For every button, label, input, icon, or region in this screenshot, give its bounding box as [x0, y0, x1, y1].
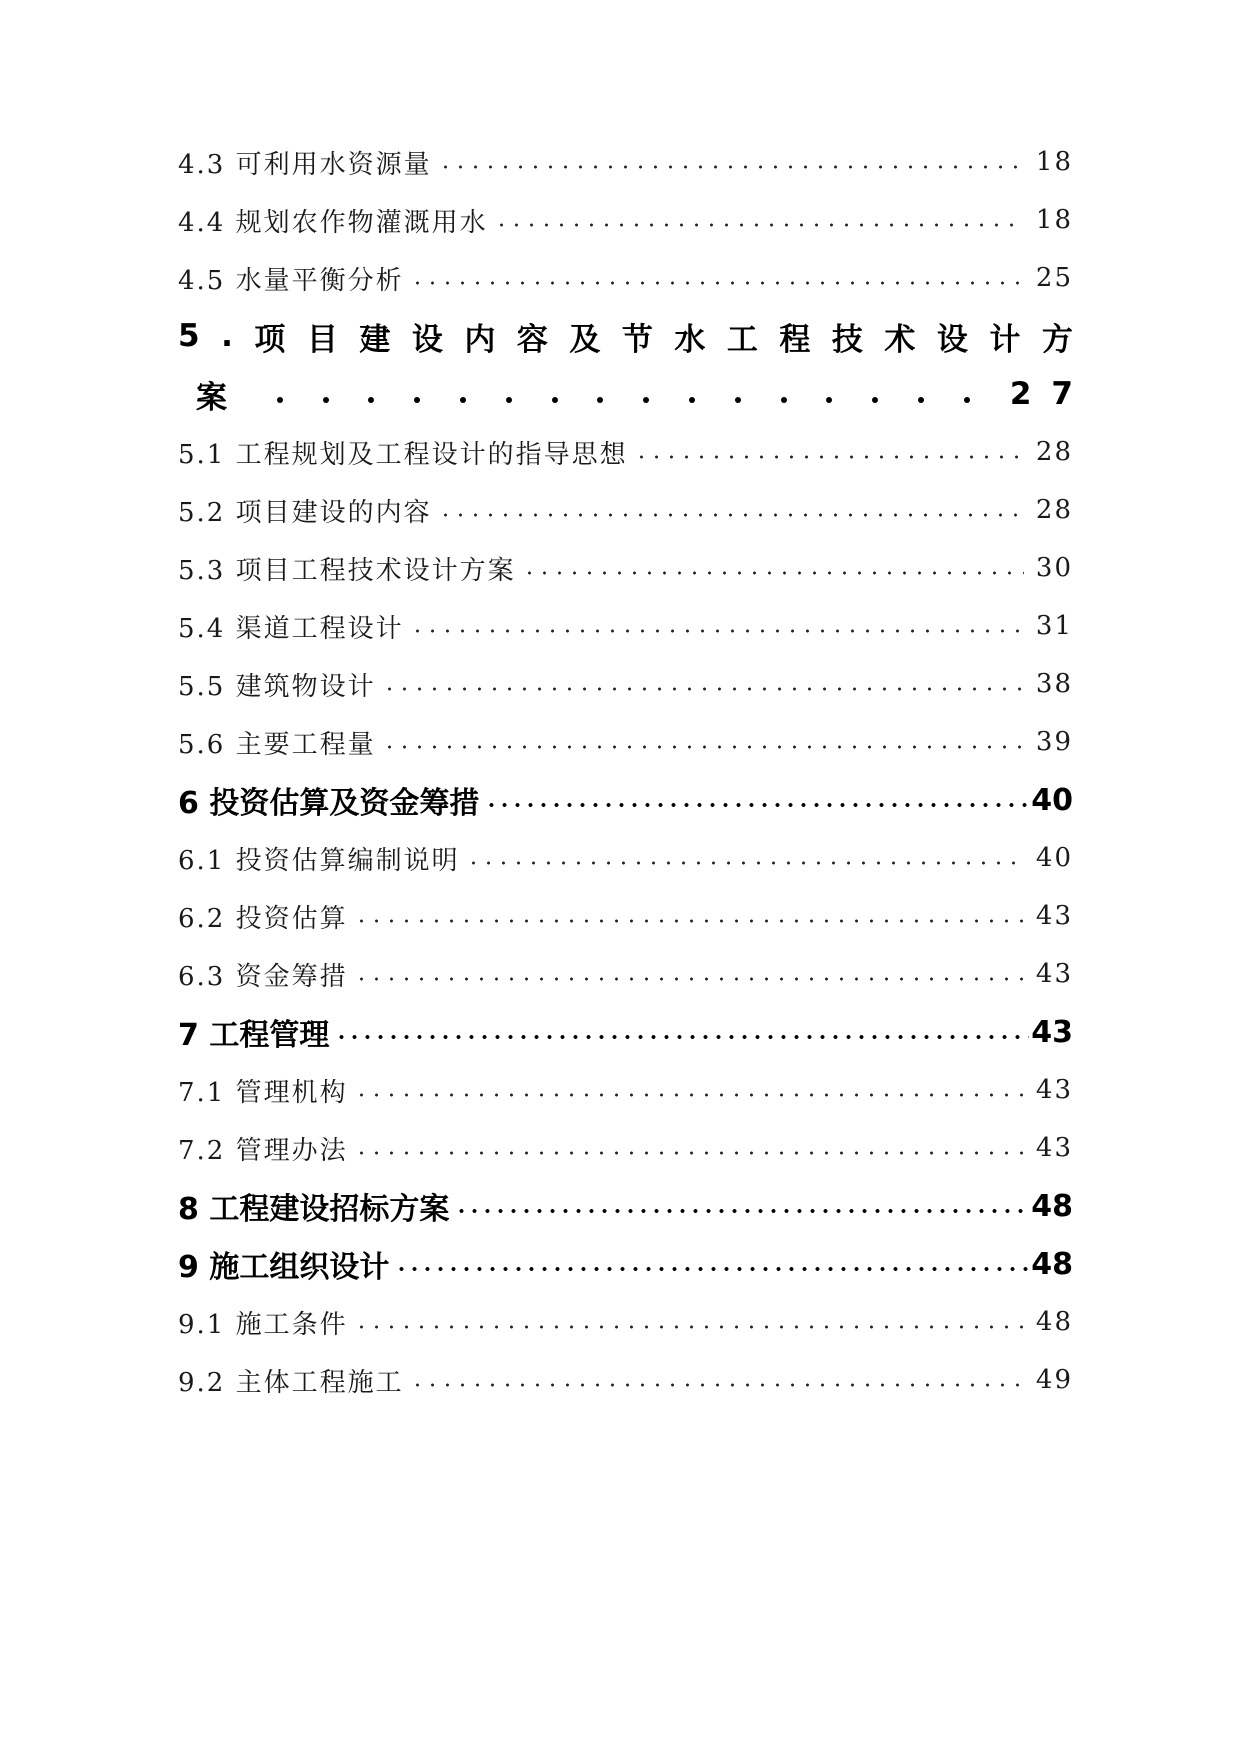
toc-entry-page: 28: [1035, 437, 1073, 467]
leader-dot: [826, 397, 832, 403]
toc-entry-page: 43: [1035, 901, 1073, 931]
toc-entry-page: 48: [1031, 1246, 1073, 1282]
chapter-5-char: 项: [254, 321, 286, 358]
toc-entry-page: 48: [1031, 1188, 1073, 1224]
toc-entry-7-1[interactable]: [178, 1070, 1073, 1110]
leader-dot: [460, 397, 466, 403]
toc-entry-5-3[interactable]: [178, 548, 1073, 588]
chapter-5-char: 设: [936, 321, 968, 358]
dot-leader: [494, 223, 1024, 227]
toc-entry-page: [1010, 376, 1073, 412]
dot-leader: [257, 385, 990, 403]
dot-leader: [354, 977, 1024, 981]
toc-entry-5-5[interactable]: [178, 664, 1073, 704]
toc-entry-5-6[interactable]: [178, 722, 1073, 762]
toc-chapter-7[interactable]: [178, 1012, 1073, 1052]
toc-entry-page: 18: [1035, 147, 1073, 177]
dot-leader: [395, 1267, 1029, 1271]
toc-entry-5-4[interactable]: [178, 606, 1073, 646]
chapter-5-char: 设: [411, 321, 443, 358]
toc-entry-page: 28: [1035, 495, 1073, 525]
leader-dot: [781, 397, 787, 403]
dot-leader: [522, 571, 1024, 575]
toc-entry-5-1[interactable]: [178, 432, 1073, 472]
toc-entry-label: 6 投资估算及资金筹措: [178, 786, 480, 821]
leader-dot: [552, 397, 558, 403]
toc-entry-page: 43: [1035, 1075, 1073, 1105]
chapter-5-char: 水: [674, 321, 706, 358]
page-digit: 2: [1009, 376, 1032, 412]
leader-dot: [414, 397, 420, 403]
toc-chapter-8[interactable]: [178, 1186, 1073, 1226]
page-digit: 7: [1051, 376, 1073, 412]
leader-dot: [506, 397, 512, 403]
leader-dot: [277, 397, 283, 403]
dot-leader: [354, 919, 1024, 923]
chapter-5-char: 技: [831, 321, 863, 358]
chapter-5-char: 建: [359, 321, 391, 358]
dot-leader: [466, 861, 1024, 865]
toc-entry-label: 6.2 投资估算: [178, 903, 348, 934]
leader-dot: [918, 397, 924, 403]
toc-entry-page: 18: [1035, 205, 1073, 235]
dot-leader: [455, 1209, 1029, 1213]
dot-leader: [382, 745, 1024, 749]
dot-leader: [485, 803, 1029, 807]
leader-dot: [323, 397, 329, 403]
toc-entry-page: 43: [1031, 1014, 1073, 1050]
chapter-5-char: .: [221, 318, 233, 354]
toc-entry-page: 25: [1035, 263, 1073, 293]
dot-leader: [438, 513, 1024, 517]
toc-entry-page: 40: [1035, 843, 1073, 873]
toc-entry-label: 9.2 主体工程施工: [178, 1367, 404, 1398]
toc-entry-label: 9.1 施工条件: [178, 1309, 348, 1340]
toc-entry-page: 31: [1035, 611, 1073, 641]
leader-dot: [689, 397, 695, 403]
dot-leader: [410, 629, 1024, 633]
dot-leader: [634, 455, 1024, 459]
toc-entry-page: 30: [1035, 553, 1073, 583]
toc-entry-4-5[interactable]: [178, 258, 1073, 298]
toc-entry-label: 5.2 项目建设的内容: [178, 497, 432, 528]
chapter-5-char: 程: [779, 321, 811, 358]
toc-entry-page: 49: [1035, 1365, 1073, 1395]
chapter-5-char: 5: [178, 318, 200, 354]
toc-entry-label: 7.2 管理办法: [178, 1135, 348, 1166]
toc-entry-6-3[interactable]: [178, 954, 1073, 994]
toc-chapter-5-title[interactable]: [178, 310, 1073, 362]
chapter-5-char: 方: [1041, 321, 1073, 358]
toc-entry-label: 7 工程管理: [178, 1018, 330, 1053]
toc-entry-label: 4.5 水量平衡分析: [178, 265, 404, 296]
leader-dot: [964, 397, 970, 403]
chapter-5-char: 节: [621, 321, 653, 358]
dot-leader: [354, 1151, 1024, 1155]
toc-entry-4-4[interactable]: [178, 200, 1073, 240]
toc-entry-4-3[interactable]: [178, 142, 1073, 182]
toc-entry-label: 8 工程建设招标方案: [178, 1192, 450, 1227]
toc-entry-9-1[interactable]: [178, 1302, 1073, 1342]
chapter-5-char: 术: [884, 321, 916, 358]
toc-entry-page: 48: [1035, 1307, 1073, 1337]
toc-chapter-6[interactable]: [178, 780, 1073, 820]
toc-entry-label: 5.5 建筑物设计: [178, 671, 376, 702]
chapter-5-char: 计: [989, 321, 1021, 358]
leader-dot: [597, 397, 603, 403]
leader-dot: [368, 397, 374, 403]
toc-entry-5-2[interactable]: [178, 490, 1073, 530]
toc-entry-page: 43: [1035, 959, 1073, 989]
toc-entry-label: 6.1 投资估算编制说明: [178, 845, 460, 876]
toc-chapter-9[interactable]: [178, 1244, 1073, 1284]
toc-entry-6-2[interactable]: [178, 896, 1073, 936]
chapter-5-char: 内: [464, 321, 496, 358]
dot-leader: [335, 1035, 1029, 1039]
toc-entry-label: 5.1 工程规划及工程设计的指导思想: [178, 439, 628, 470]
chapter-5-char: 容: [516, 321, 548, 358]
toc-entry-page: 40: [1031, 782, 1073, 818]
chapter-5-char: 目: [306, 321, 338, 358]
leader-dot: [643, 397, 649, 403]
toc-entry-label: 4.3 可利用水资源量: [178, 149, 432, 180]
chapter-5-char: 及: [569, 321, 601, 358]
toc-entry-label: 4.4 规划农作物灌溉用水: [178, 207, 488, 238]
toc-entry-label: 5.6 主要工程量: [178, 729, 376, 760]
toc-entry-9-2[interactable]: [178, 1360, 1073, 1400]
leader-dot: [872, 397, 878, 403]
toc-chapter-5-continuation[interactable]: [196, 368, 1073, 420]
dot-leader: [354, 1093, 1024, 1097]
toc-entry-page: 39: [1035, 727, 1073, 757]
toc-entry-label: 7.1 管理机构: [178, 1077, 348, 1108]
leader-dot: [735, 397, 741, 403]
dot-leader: [354, 1325, 1024, 1329]
chapter-5-char: 工: [726, 321, 758, 358]
dot-leader: [410, 1383, 1024, 1387]
toc-entry-6-1[interactable]: [178, 838, 1073, 878]
toc-entry-label: 6.3 资金筹措: [178, 961, 348, 992]
chapter-5-char: 案: [196, 379, 227, 416]
toc-entry-label: 5.3 项目工程技术设计方案: [178, 555, 516, 586]
toc-entry-page: 38: [1035, 669, 1073, 699]
dot-leader: [410, 281, 1024, 285]
toc-entry-label: 9 施工组织设计: [178, 1250, 390, 1285]
toc-entry-7-2[interactable]: [178, 1128, 1073, 1168]
dot-leader: [438, 165, 1024, 169]
dot-leader: [382, 687, 1024, 691]
toc-entry-page: 43: [1035, 1133, 1073, 1163]
toc-entry-label: 5.4 渠道工程设计: [178, 613, 404, 644]
